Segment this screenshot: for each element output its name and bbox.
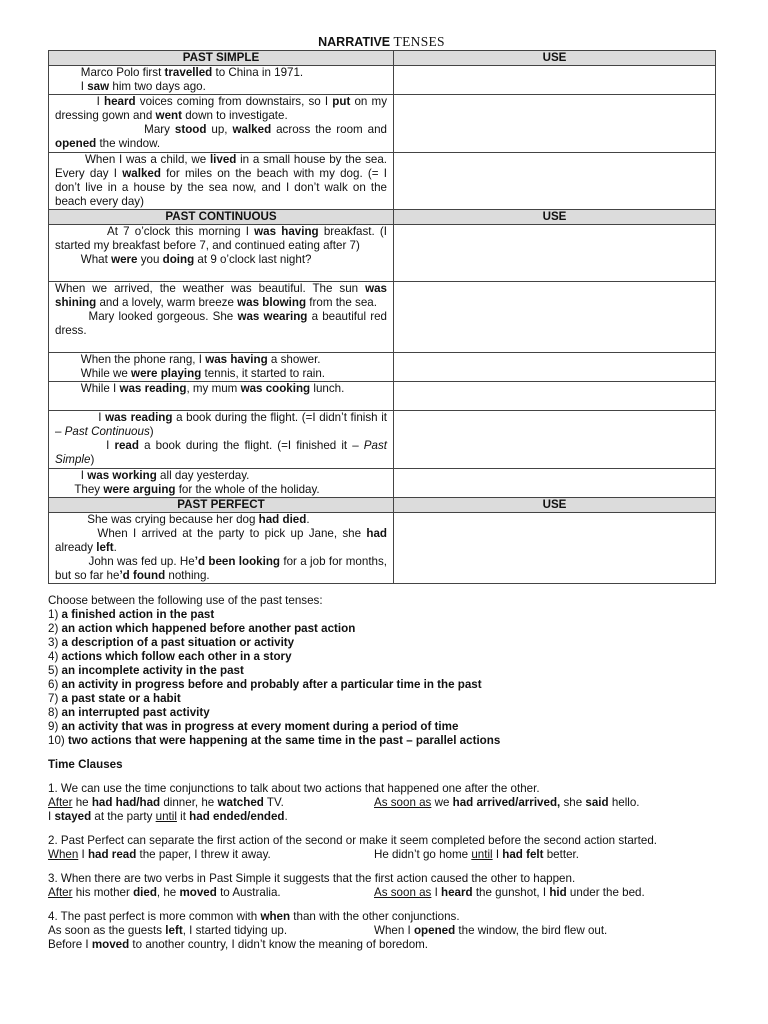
text-run: As soon as [374, 886, 432, 900]
example-sentence [55, 439, 391, 467]
text-run: were arguing [103, 482, 176, 496]
text-run: While I [55, 382, 120, 396]
text-run: heard [441, 886, 473, 900]
text-run: down to investigate. [181, 109, 288, 123]
use-option [48, 608, 715, 622]
example-right [374, 796, 640, 810]
example-sentence [55, 382, 387, 396]
text-run: was cooking [240, 382, 311, 396]
example-left [48, 796, 374, 810]
text-run: hid [549, 886, 567, 900]
text-run: it [176, 810, 190, 824]
example-row [49, 281, 716, 352]
use-option [48, 622, 715, 636]
text-run: voices coming from downstairs, so I [135, 95, 333, 109]
worksheet [48, 34, 715, 952]
text-run: a book during the flight. (=I finished it – [138, 439, 364, 453]
text-run: had [366, 526, 387, 540]
use-answer-cell[interactable] [394, 95, 716, 152]
use-answer-cell[interactable] [394, 352, 716, 381]
example-cell [49, 352, 394, 381]
example-row [49, 468, 716, 497]
use-option-text: two actions that were happening at the same time in the past – parallel actions [67, 734, 501, 748]
use-option-number: 8) [48, 706, 62, 720]
example-sentence [55, 80, 387, 94]
use-option-number: 2) [48, 622, 62, 636]
text-run: died [133, 886, 157, 900]
example-left [48, 886, 374, 900]
text-run: was reading [119, 382, 187, 396]
text-run: I [492, 848, 503, 862]
text-run: When we arrived, the weather was beautiful. The sun [55, 281, 366, 295]
example-pair [48, 924, 715, 938]
use-option [48, 720, 715, 734]
use-option-text: an interrupted past activity [61, 706, 210, 720]
section-header-row [49, 51, 716, 66]
text-run: was shining [55, 281, 391, 310]
text-run: was reading [105, 411, 173, 425]
use-option-text: a description of a past situation or activity [61, 636, 295, 650]
paragraph-intro [48, 910, 715, 924]
text-run: He didn’t go home [374, 848, 472, 862]
example-sentence [55, 367, 387, 381]
text-run: went [155, 109, 182, 123]
text-run: put [332, 95, 351, 109]
text-run: opened [413, 924, 456, 938]
example-cell [49, 224, 394, 281]
use-option-text: an incomplete activity in the past [61, 664, 244, 678]
page-title [48, 34, 715, 50]
use-option-text: a past state or a habit [61, 692, 181, 706]
example-row [49, 382, 716, 411]
use-answer-cell[interactable] [394, 281, 716, 352]
text-run: for a job for months, but so far he [55, 554, 391, 583]
text-run: watched [217, 796, 264, 810]
example-sentence [55, 411, 391, 439]
example-sentence [55, 152, 391, 209]
text-run: , he [156, 886, 180, 900]
example-cell [49, 512, 394, 583]
text-run: a beautiful red dress. [55, 310, 391, 338]
text-run: was wearing [237, 310, 308, 324]
text-run: dinner, he [160, 796, 218, 810]
text-run: , my mum [186, 382, 241, 396]
text-run: left [165, 924, 183, 938]
text-run: . [306, 512, 310, 526]
example-row [49, 224, 716, 281]
text-run: Marco Polo first [55, 66, 165, 79]
text-run: When the phone rang, I [55, 352, 206, 366]
text-run: at the party [91, 810, 156, 824]
uses-intro: Choose between the following use of the past tenses: [48, 594, 323, 608]
text-run: had read [87, 848, 137, 862]
text-run: was having [254, 224, 319, 238]
text-run: had had/had [91, 796, 161, 810]
text-run: breakfast. (I started my breakfast before 7, and continued eating after 7) [55, 224, 391, 253]
text-run: was blowing [237, 296, 307, 310]
use-option-number: 1) [48, 608, 62, 622]
text-run: left [96, 540, 114, 554]
text-run: While we [55, 367, 132, 381]
example-cell [49, 66, 394, 95]
text-run: his mother [72, 886, 134, 900]
example-pair [48, 938, 715, 952]
text-run: already [55, 526, 391, 554]
use-answer-cell[interactable] [394, 468, 716, 497]
text-run: Mary [55, 123, 175, 137]
text-run: when [260, 910, 291, 924]
example-row [49, 352, 716, 381]
example-sentence [55, 123, 391, 151]
paragraph-intro: 1. We can use the time conjunctions to talk about two actions that happened one after the other. [48, 782, 540, 796]
text-run: to Australia. [216, 886, 281, 900]
text-run: moved [91, 938, 130, 952]
text-run: under the bed. [566, 886, 645, 900]
text-run: When [48, 848, 79, 862]
text-run: tennis, it started to rain. [201, 367, 326, 381]
text-run: for the whole of the holiday. [175, 482, 320, 496]
example-pair [48, 848, 715, 862]
text-run: across the room and [271, 123, 391, 137]
text-run: At 7 o’clock this morning I [55, 224, 255, 238]
text-run: him two days ago. [109, 80, 206, 94]
use-option-number: 7) [48, 692, 62, 706]
text-run: to another country, I didn’t know the meaning of boredom. [129, 938, 429, 952]
use-option [48, 706, 715, 720]
text-run: on my dressing gown and [55, 95, 391, 123]
text-run: for miles on the beach with my dog. (= I don’t live in a house by the sea now, and I don’t walk on the beach every day) [55, 166, 391, 208]
use-option-text: an activity that was in progress at every moment during a period of time [61, 720, 459, 734]
use-answer-cell[interactable] [394, 66, 716, 95]
text-run: travelled [164, 66, 213, 79]
text-run: a book during the flight. (=I didn’t finish it – [55, 411, 391, 439]
use-option-number: 5) [48, 664, 62, 678]
text-run: up, [206, 123, 233, 137]
text-run: ’d found [119, 569, 166, 583]
time-clause-paragraph [48, 872, 715, 900]
text-run: I [48, 810, 55, 824]
use-option-number: 10) [48, 734, 68, 748]
text-run: Past Continuous [64, 425, 150, 439]
text-run: John was fed up. He [55, 554, 195, 568]
example-left [48, 924, 374, 938]
example-sentence [55, 310, 391, 338]
example-cell [49, 152, 394, 209]
text-run: to China in 1971. [212, 66, 304, 79]
example-row [49, 411, 716, 468]
text-run: the gunshot, I [472, 886, 550, 900]
text-run: TV. [263, 796, 284, 810]
text-run: heard [104, 95, 136, 109]
use-option [48, 692, 715, 706]
text-run: I [55, 411, 106, 425]
use-option [48, 636, 715, 650]
use-answer-cell[interactable] [394, 152, 716, 209]
text-run: was working [87, 468, 157, 482]
example-row [49, 512, 716, 583]
example-row [49, 66, 716, 95]
use-option [48, 650, 715, 664]
time-clause-paragraph [48, 782, 715, 824]
example-row [49, 95, 716, 152]
text-run: had died [258, 512, 307, 526]
use-answer-cell[interactable] [394, 512, 716, 583]
text-run: She was crying because her dog [55, 512, 259, 526]
use-option-text: an action which happened before another past action [61, 622, 356, 636]
use-option-text: actions which follow each other in a story [61, 650, 292, 664]
text-run: ) [90, 453, 95, 467]
example-cell [49, 382, 394, 411]
text-run: a shower. [267, 352, 321, 366]
text-run: better. [543, 848, 579, 862]
text-run: When I [374, 924, 414, 938]
text-run: , I started tidying up. [182, 924, 288, 938]
text-run: was having [205, 352, 268, 366]
use-header: USE [394, 209, 716, 224]
example-right [374, 886, 645, 900]
section-header-row [49, 497, 716, 512]
text-run: he [72, 796, 92, 810]
text-run: said [585, 796, 609, 810]
text-run: As soon as the guests [48, 924, 166, 938]
text-run: from the sea. [306, 296, 377, 310]
example-sentence [55, 554, 391, 583]
use-option-number: 4) [48, 650, 62, 664]
use-option-number: 3) [48, 636, 62, 650]
text-run: Before I [48, 938, 92, 952]
use-option-text: an activity in progress before and probably after a particular time in the past [61, 678, 482, 692]
time-clause-paragraph [48, 834, 715, 862]
use-option-number: 9) [48, 720, 62, 734]
example-sentence [55, 483, 387, 497]
use-option-text: a finished action in the past [61, 608, 215, 622]
use-answer-cell[interactable] [394, 224, 716, 281]
text-run: moved [179, 886, 217, 900]
text-run: I [78, 848, 88, 862]
text-run: doing [162, 253, 195, 267]
text-run: stayed [54, 810, 92, 824]
example-sentence [55, 513, 387, 527]
text-run: I [55, 80, 88, 94]
text-run: nothing. [165, 569, 210, 583]
text-run: opened [55, 137, 97, 151]
time-clauses-heading: Time Clauses [48, 758, 123, 772]
text-run: Past Simple [55, 439, 391, 467]
text-run: ’d been looking [194, 554, 281, 568]
text-run: I [55, 95, 105, 109]
text-run: 4. The past perfect is more common with [48, 910, 261, 924]
text-run: ) [149, 425, 154, 439]
example-left [48, 810, 288, 824]
use-option [48, 678, 715, 692]
example-row [49, 152, 716, 209]
text-run: I [55, 468, 88, 482]
text-run: . [284, 810, 288, 824]
title-part-serif: TENSES [390, 34, 445, 49]
text-run: lunch. [310, 382, 345, 396]
text-run: walked [122, 166, 161, 180]
text-run: had ended/ended [189, 810, 285, 824]
text-run: had felt [502, 848, 544, 862]
text-run: I [55, 439, 115, 453]
use-option-number: 6) [48, 678, 62, 692]
text-run: When I was a child, we [55, 152, 210, 166]
text-run: at 9 o’clock last night? [194, 253, 312, 267]
use-header: USE [394, 51, 716, 66]
text-run: the paper, I threw it away. [136, 848, 271, 862]
text-run: Mary looked gorgeous. She [55, 310, 238, 324]
example-pair [48, 796, 715, 810]
text-run: all day yesterday. [156, 468, 250, 482]
example-left [48, 848, 374, 862]
text-run: I [431, 886, 442, 900]
text-run: . [113, 540, 117, 554]
text-run: lived [209, 152, 237, 166]
text-run: until [471, 848, 493, 862]
text-run: walked [232, 123, 272, 137]
text-run: stood [174, 123, 207, 137]
example-sentence [55, 95, 391, 123]
text-run: When I arrived at the party to pick up Jane, she [55, 526, 367, 540]
example-sentence [55, 526, 391, 555]
tenses-table [48, 50, 716, 584]
example-sentence [55, 66, 387, 80]
use-option [48, 734, 715, 748]
text-run: the window. [96, 137, 161, 151]
example-sentence [55, 281, 391, 310]
example-pair [48, 886, 715, 900]
text-run: read [114, 439, 139, 453]
text-run: saw [87, 80, 110, 94]
title-part-bold: NARRATIVE [318, 35, 391, 49]
text-run: than with the other conjunctions. [290, 910, 460, 924]
text-run: the window, the bird flew out. [455, 924, 608, 938]
example-cell [49, 95, 394, 152]
text-run: They [55, 482, 104, 496]
text-run: were [111, 253, 138, 267]
example-sentence [55, 224, 391, 253]
time-clause-paragraph [48, 910, 715, 952]
example-sentence [55, 469, 387, 483]
time-clauses [48, 758, 715, 952]
text-run: After [48, 796, 73, 810]
use-header: USE [394, 497, 716, 512]
text-run: As soon as [374, 796, 432, 810]
text-run: until [155, 810, 177, 824]
example-cell [49, 468, 394, 497]
uses-list [48, 594, 715, 748]
example-pair [48, 810, 715, 824]
example-right [374, 848, 579, 862]
text-run: you [137, 253, 163, 267]
example-right [374, 924, 607, 938]
example-sentence [55, 253, 387, 267]
use-answer-cell[interactable] [394, 411, 716, 468]
paragraph-intro: 2. Past Perfect can separate the first action of the second or make it seem completed before the second action started. [48, 834, 658, 848]
text-run: What [55, 253, 112, 267]
example-cell [49, 281, 394, 352]
tense-header: PAST PERFECT [49, 497, 394, 512]
paragraph-intro: 3. When there are two verbs in Past Simple it suggests that the first action caused the other to happen. [48, 872, 576, 886]
use-answer-cell[interactable] [394, 382, 716, 411]
tense-header: PAST CONTINUOUS [49, 209, 394, 224]
text-run: had arrived/arrived, [452, 796, 561, 810]
section-header-row [49, 209, 716, 224]
text-run: we [431, 796, 453, 810]
text-run: she [560, 796, 586, 810]
text-run: After [48, 886, 73, 900]
example-left [48, 938, 428, 952]
text-run: in a small house by the sea. Every day I [55, 152, 391, 180]
example-sentence [55, 353, 387, 367]
text-run: hello. [608, 796, 640, 810]
text-run: were playing [131, 367, 202, 381]
example-cell [49, 411, 394, 468]
text-run: and a lovely, warm breeze [96, 296, 238, 310]
tense-header: PAST SIMPLE [49, 51, 394, 66]
use-option [48, 664, 715, 678]
